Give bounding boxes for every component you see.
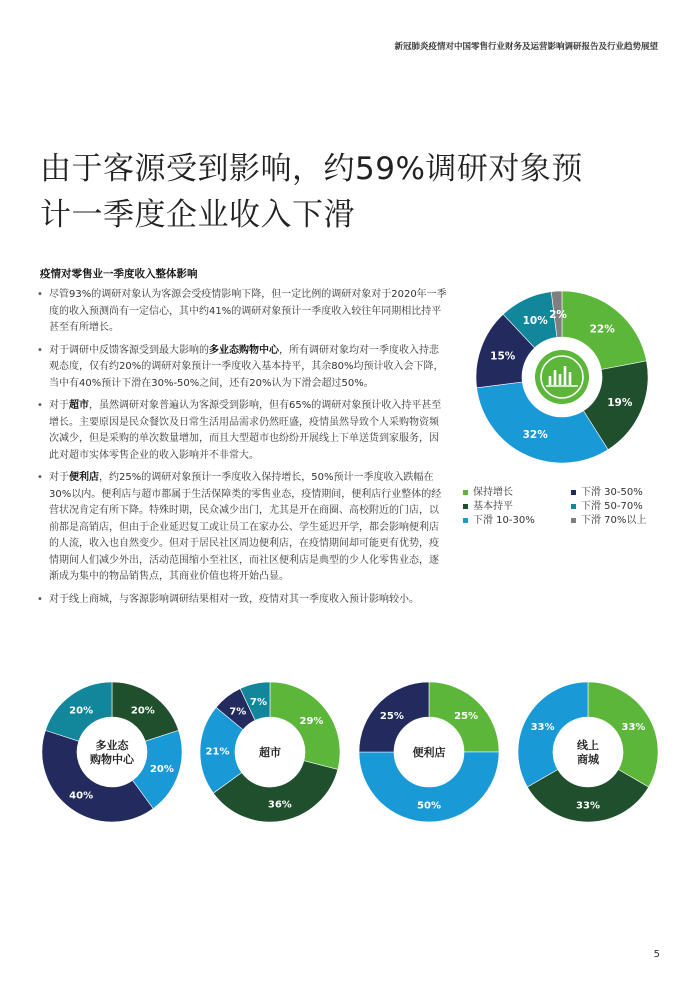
legend-item bbox=[463, 497, 513, 512]
donut-slice bbox=[518, 682, 588, 787]
slice-value-label: 33% bbox=[621, 721, 646, 733]
slice-value-label: 33% bbox=[576, 800, 600, 812]
donut-center-label: 超市 bbox=[259, 746, 281, 759]
slice-value-label: 10% bbox=[522, 314, 548, 327]
bullet-dot: • bbox=[37, 472, 43, 483]
slice-value-label: 25% bbox=[454, 710, 479, 722]
legend-swatch bbox=[463, 490, 468, 495]
bullet-item bbox=[36, 470, 448, 586]
slice-value-label: 15% bbox=[490, 350, 516, 363]
legend-label: 下滑 70%以上 bbox=[581, 515, 647, 526]
slice-value-label: 29% bbox=[299, 715, 324, 727]
bullet-bold-term: 便利店 bbox=[69, 472, 99, 483]
legend-label: 下滑 30-50% bbox=[581, 487, 643, 498]
bullet-text: 对于线上商城，与客源影响调研结果相对一致，疫情对其一季度收入预计影响较小。 bbox=[49, 593, 419, 605]
donut-slice bbox=[588, 682, 658, 787]
legend-item bbox=[463, 483, 513, 498]
page-title-line-1: 由于客源受到影响，约59%调研对象预 bbox=[40, 151, 583, 187]
bullet-text-post: ，虽然调研对象普遍认为客源受到影响，但有65%的调研对象预计收入持平甚至增长。主要原因是民众餐饮及日常生活用品需求仍然旺盛，疫情虽然导致个人采购物资频次减少，但是采购的单次数量增加，而且大型超市也纷纷开展线上下单送货到家服务，因此对超市实体零售企业的收入影响并不非常大。 bbox=[49, 400, 442, 461]
bullet-item bbox=[36, 343, 448, 393]
legend-swatch bbox=[463, 504, 468, 509]
section-heading: 疫情对零售业一季度收入整体影响 bbox=[40, 268, 198, 280]
legend-label: 下滑 10-30% bbox=[473, 515, 535, 526]
bar-chart-icon bbox=[535, 350, 589, 404]
bullet-text-post: ，所有调研对象均对一季度收入持悲观态度，仅有约20%的调研对象预计一季度收入基本持平，其余80%均预计收入会下降，当中有40%预计下滑在30%-50%之间，还有20%认为下滑会超过50%。 bbox=[49, 344, 444, 389]
slice-value-label: 7% bbox=[229, 706, 247, 718]
bullet-text-pre: 对于调研中反馈客源受到最大影响的 bbox=[49, 344, 209, 356]
donut-center-label: 购物中心 bbox=[90, 753, 134, 766]
bullet-item bbox=[36, 592, 448, 609]
bullet-dot: • bbox=[37, 344, 43, 356]
page-title bbox=[40, 146, 583, 238]
legend-label: 保持增长 bbox=[473, 487, 513, 498]
legend-swatch bbox=[571, 518, 576, 523]
bullet-item bbox=[36, 398, 448, 464]
bullet-dot: • bbox=[37, 289, 43, 300]
bullet-text: 尽管93%的调研对象认为客源会受疫情影响下降，但一定比例的调研对象对于2020年一季度的收入预测尚有一定信心，其中约41%的调研对象预计一季度收入较往年同期相比持平甚至有所增长。 bbox=[49, 289, 447, 333]
bullet-dot: • bbox=[37, 593, 43, 605]
legend-item bbox=[571, 483, 643, 498]
slice-value-label: 7% bbox=[250, 696, 268, 708]
donut-slice bbox=[527, 770, 648, 823]
slice-value-label: 21% bbox=[205, 746, 230, 758]
slice-value-label: 40% bbox=[69, 790, 94, 802]
running-header: 新冠肺炎疫情对中国零售行业财务及运营影响调研报告及行业趋势展望 bbox=[394, 42, 658, 52]
slice-value-label: 22% bbox=[589, 323, 615, 336]
supermarket-donut-chart bbox=[198, 680, 342, 824]
convenience-store-donut-chart bbox=[357, 680, 501, 824]
bullet-text-post: ，约25%的调研对象预计一季度收入保持增长，50%预计一季度收入跌幅在30%以内。便利店与超市都属于生活保障类的零售业态，疫情期间，便利店行业整体的经营状况肯定有所下降。特殊时期，民众减少出门，尤其是开在商圈、高校附近的门店，以前都是高销店，但由于企业延迟复工或让员工在家办公、学生延迟开学，都会影响便利店的人流，收入也自然变少。但对于居民社区周边便利店，在疫情期间却可能更有优势，疫情期间人们减少外出，活动范围缩小至社区，而社区便利店是典型的少人化零售业态，逐渐成为集中的物品销售点，其商业价值也将开始凸显。 bbox=[49, 472, 442, 582]
bullet-bold-term: 超市 bbox=[69, 400, 89, 411]
legend-label: 基本持平 bbox=[473, 501, 513, 512]
legend-label: 下滑 50-70% bbox=[581, 501, 643, 512]
slice-value-label: 33% bbox=[530, 721, 555, 733]
shopping-center-donut-chart bbox=[40, 680, 184, 824]
online-mall-donut-chart bbox=[516, 680, 660, 824]
slice-value-label: 50% bbox=[417, 800, 441, 812]
bullet-list bbox=[36, 287, 448, 614]
donut-center-label: 多业态 bbox=[95, 739, 129, 752]
legend-item bbox=[463, 511, 535, 526]
bullet-bold-term: 多业态购物中心 bbox=[209, 344, 279, 356]
slice-value-label: 32% bbox=[522, 429, 548, 442]
bullet-text-pre: 对于 bbox=[49, 400, 69, 411]
legend-item bbox=[571, 511, 646, 526]
overall-revenue-donut-chart bbox=[462, 277, 662, 477]
bullet-item bbox=[36, 287, 448, 337]
donut-center-label: 线上 bbox=[577, 739, 599, 752]
slice-value-label: 19% bbox=[607, 397, 633, 410]
slice-value-label: 36% bbox=[267, 799, 292, 811]
donut-center-label: 商城 bbox=[577, 753, 599, 766]
slice-value-label: 20% bbox=[69, 705, 94, 717]
slice-value-label: 20% bbox=[130, 705, 155, 717]
slice-value-label: 20% bbox=[149, 764, 174, 776]
donut-center-label: 便利店 bbox=[412, 746, 446, 759]
legend-item bbox=[571, 497, 643, 512]
page-title-line-2: 计一季度企业收入下滑 bbox=[40, 197, 355, 233]
bullet-text-pre: 对于 bbox=[49, 472, 69, 483]
page-number: 5 bbox=[653, 949, 660, 960]
slice-value-label: 2% bbox=[549, 309, 567, 322]
slice-value-label: 25% bbox=[379, 710, 404, 722]
legend-swatch bbox=[463, 518, 468, 523]
legend-swatch bbox=[571, 490, 576, 495]
legend-swatch bbox=[571, 504, 576, 509]
bullet-dot: • bbox=[37, 400, 43, 411]
